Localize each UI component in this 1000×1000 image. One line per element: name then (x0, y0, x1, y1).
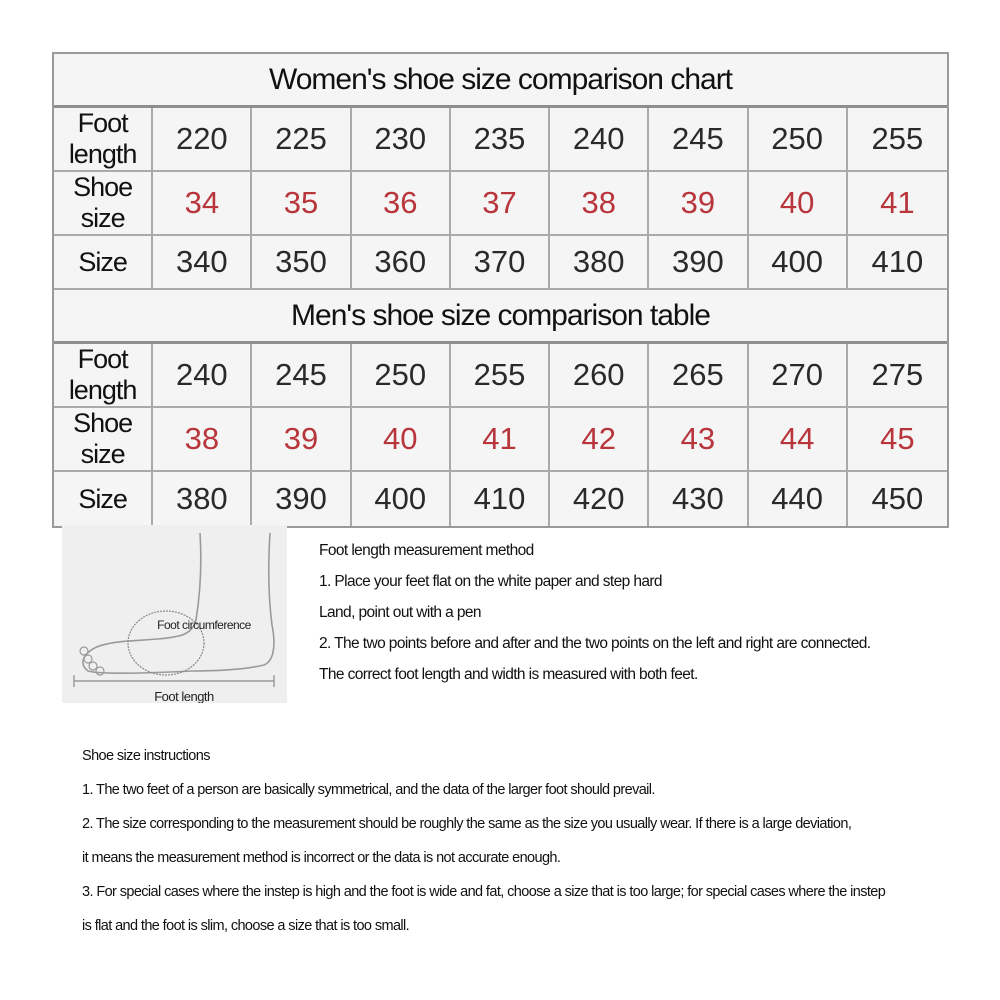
table-cell: 370 (451, 236, 550, 290)
instruction-line: 2. The size corresponding to the measurement should be roughly the same as the size you usually wear. If there is a large deviation, (82, 816, 852, 832)
table-cell: 450 (848, 472, 947, 526)
table-cell: 42 (550, 408, 649, 472)
table-cell: 34 (153, 172, 252, 236)
table-cell: 41 (848, 172, 947, 236)
table-row (54, 236, 947, 290)
row-header-shoe-size: Shoe size (54, 172, 153, 236)
method-title: Foot length measurement method (319, 542, 534, 559)
row-header-foot-length: Foot length (54, 344, 153, 408)
women-table-title: Women's shoe size comparison chart (54, 54, 947, 108)
table-cell: 45 (848, 408, 947, 472)
table-cell: 39 (252, 408, 351, 472)
table-row (54, 472, 947, 526)
table-cell: 250 (352, 344, 451, 408)
instruction-line: it means the measurement method is incorrect or the data is not accurate enough. (82, 850, 561, 866)
table-cell: 440 (749, 472, 848, 526)
foot-circumference-label: Foot circumference (157, 618, 251, 632)
table-cell: 41 (451, 408, 550, 472)
table-row (54, 408, 947, 472)
table-cell: 40 (352, 408, 451, 472)
table-cell: 400 (352, 472, 451, 526)
table-cell: 225 (252, 108, 351, 172)
row-header-size: Size (54, 236, 153, 290)
row-header-size: Size (54, 472, 153, 526)
table-cell: 38 (550, 172, 649, 236)
table-cell: 340 (153, 236, 252, 290)
table-cell: 43 (649, 408, 748, 472)
table-cell: 36 (352, 172, 451, 236)
table-cell: 44 (749, 408, 848, 472)
instructions-title: Shoe size instructions (82, 748, 210, 764)
table-cell: 390 (649, 236, 748, 290)
table-cell: 260 (550, 344, 649, 408)
instruction-line: 3. For special cases where the instep is high and the foot is wide and fat, choose a size that is too large; for special cases where the instep (82, 884, 886, 900)
table-cell: 350 (252, 236, 351, 290)
table-cell: 245 (252, 344, 351, 408)
table-cell: 275 (848, 344, 947, 408)
method-line: 1. Place your feet flat on the white paper and step hard (319, 573, 662, 590)
table-cell: 250 (749, 108, 848, 172)
table-cell: 240 (153, 344, 252, 408)
method-line: Land, point out with a pen (319, 604, 481, 621)
row-header-shoe-size: Shoe size (54, 408, 153, 472)
table-cell: 420 (550, 472, 649, 526)
table-cell: 270 (749, 344, 848, 408)
table-cell: 39 (649, 172, 748, 236)
table-cell: 40 (749, 172, 848, 236)
table-cell: 38 (153, 408, 252, 472)
instruction-line: is flat and the foot is slim, choose a size that is too small. (82, 918, 410, 934)
table-row (54, 172, 947, 236)
table-row (54, 108, 947, 172)
table-cell: 380 (153, 472, 252, 526)
foot-length-label: Foot length (154, 689, 214, 703)
method-line: 2. The two points before and after and the two points on the left and right are connected. (319, 635, 871, 652)
table-cell: 430 (649, 472, 748, 526)
table-cell: 400 (749, 236, 848, 290)
table-cell: 360 (352, 236, 451, 290)
measurement-method (319, 537, 979, 692)
men-table-title: Men's shoe size comparison table (54, 290, 947, 344)
table-cell: 35 (252, 172, 351, 236)
foot-diagram (62, 525, 287, 703)
method-line: The correct foot length and width is measured with both feet. (319, 666, 698, 683)
table-cell: 380 (550, 236, 649, 290)
size-comparison-table (52, 52, 949, 528)
table-cell: 245 (649, 108, 748, 172)
instruction-line: 1. The two feet of a person are basically symmetrical, and the data of the larger foot should prevail. (82, 782, 655, 798)
foot-measurement-illustration (62, 525, 287, 703)
table-cell: 255 (848, 108, 947, 172)
table-row (54, 344, 947, 408)
row-header-foot-length: Foot length (54, 108, 153, 172)
table-cell: 410 (848, 236, 947, 290)
table-cell: 235 (451, 108, 550, 172)
table-cell: 37 (451, 172, 550, 236)
table-cell: 230 (352, 108, 451, 172)
table-cell: 390 (252, 472, 351, 526)
table-cell: 265 (649, 344, 748, 408)
table-cell: 410 (451, 472, 550, 526)
table-cell: 240 (550, 108, 649, 172)
table-cell: 255 (451, 344, 550, 408)
size-instructions (82, 742, 982, 946)
table-cell: 220 (153, 108, 252, 172)
